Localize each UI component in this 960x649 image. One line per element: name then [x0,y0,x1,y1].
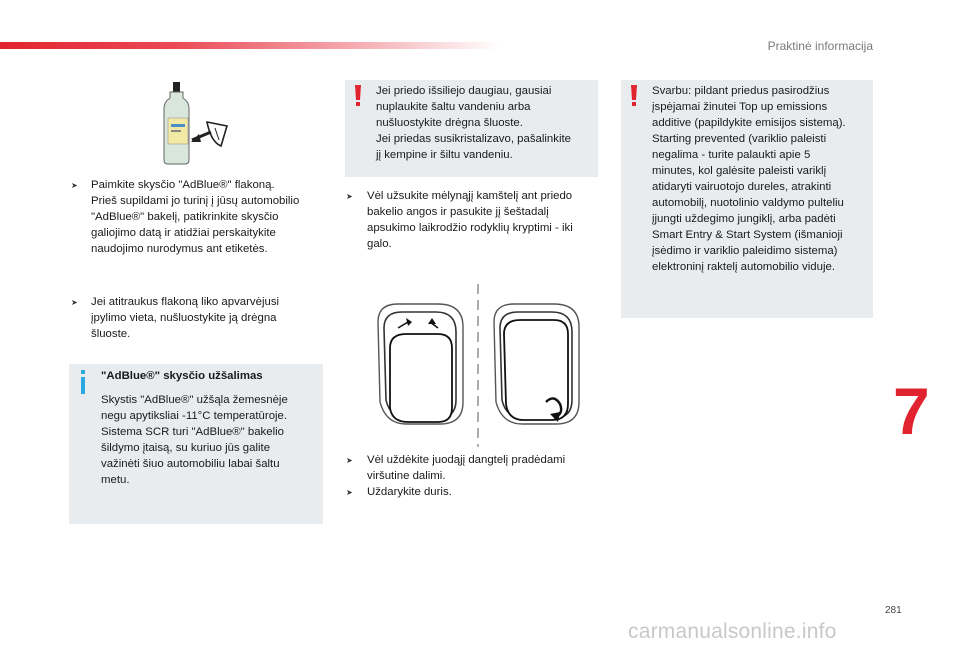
text-line: Vėl užsukite mėlynąjį kamštelį ant priedo [367,190,573,202]
text-line: galo. [367,238,392,250]
text-line: Vėl uždėkite juodąjį dangtelį pradėdami [367,454,566,466]
text-line: negalima - turite palaukti apie 5 [652,149,811,161]
text-line: šluoste. [91,328,131,340]
text-line: naudojimo nurodymus ant etiketės. [91,243,268,255]
text-line: Jei priedas susikristalizavo, pašalinkite [376,133,571,145]
info-box-text [101,392,288,488]
text-line: Prieš supildami jo turinį į jūsų automobilio [91,195,300,207]
text-line: Smart Entry & Start System (išmanioji [652,229,843,241]
text-line: jį kempine ir šiltu vandeniu. [376,149,513,161]
warning-box-text [652,83,846,275]
adblue-bottle-illustration [155,80,245,170]
watermark: carmanualsonline.info [628,620,837,643]
text-line: įspėjamai žinutei Top up emissions [652,101,828,113]
chapter-number: 7 [893,374,930,448]
filler-flap-illustration [368,282,588,452]
text-line: Skystis "AdBlue®" užšąla žemesnėje [101,394,288,406]
text-line: atidaryti vairuotojo dureles, atrakinti [652,181,832,193]
text-line: Sistema SCR turi "AdBlue®" bakelio [101,426,284,438]
text-line: nuplaukite šaltu vandeniu arba [376,101,531,113]
text-line: bakelio angos ir pasukite jį šeštadalį [367,206,549,218]
step-close-cap-instruction [367,188,573,252]
text-line: Jei atitraukus flakoną liko apvarvėjusi [91,296,280,308]
step-refit-cover-instruction [367,452,565,484]
step-bullet: ➤ [71,298,78,307]
text-line: Paimkite skysčio "AdBlue®" flakoną. [91,179,275,191]
step-close-door-instruction [367,484,452,500]
step-bullet: ➤ [346,488,353,497]
text-line: viršutine dalimi. [367,470,446,482]
warning-exclamation-icon [354,85,362,107]
text-line: Jei priedo išsiliejo daugiau, gausiai [376,85,552,97]
text-line: elektroninį raktelį automobilio viduje. [652,261,835,273]
text-line: šildymo įtaisą, su kuriuo jūs galite [101,442,271,454]
text-line: Uždarykite duris. [367,486,452,498]
info-icon [78,370,88,394]
step-wipe-instruction [91,294,279,342]
text-line: apsukimo laikrodžio rodyklių kryptimi - iki [367,222,573,234]
text-line: "AdBlue®" bakelį, patikrinkite skysčio [91,211,279,223]
section-title: Praktinė informacija [767,39,873,53]
text-line: galiojimo datą ir atidžiai perskaitykite [91,227,276,239]
step-bullet: ➤ [71,181,78,190]
text-line: nušluostykite drėgna šluoste. [376,117,523,129]
header-accent-bar [0,42,500,49]
text-line: minutes, kol galėsite paleisti variklį [652,165,827,177]
text-line: Starting prevented (variklio paleisti [652,133,827,145]
text-line: įpylimo vieta, nušluostykite ją drėgna [91,312,277,324]
info-box-title: "AdBlue®" skysčio užšalimas [101,370,263,382]
warning-exclamation-icon [630,85,638,107]
text-line: Svarbu: pildant priedus pasirodžius [652,85,830,97]
step-bullet: ➤ [346,456,353,465]
text-line: automobilį, nuotolinio valdymo pulteliu [652,197,844,209]
text-line: negu apytiksliai -11°C temperatūroje. [101,410,288,422]
text-line: additive (papildykite emisijos sistemą). [652,117,846,129]
step-fill-instruction [91,177,299,257]
text-line: įsėdimo ir variklio paleidimo sistema) [652,245,838,257]
text-line: važinėti šiuo automobiliu labai šaltu [101,458,280,470]
text-line: metu. [101,474,130,486]
warning-box-text [376,83,571,163]
step-bullet: ➤ [346,192,353,201]
page-number: 281 [885,605,902,616]
text-line: įjungti uždegimo jungiklį, arba padėti [652,213,836,225]
